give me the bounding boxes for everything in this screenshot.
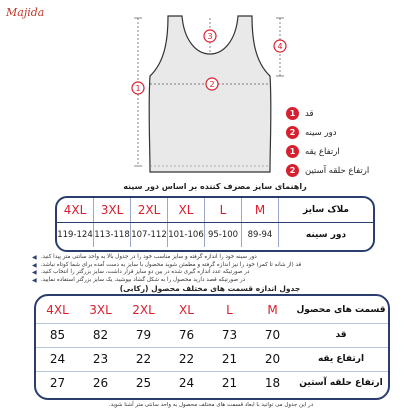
- value-cell: 24: [49, 352, 66, 366]
- row-label: قد: [335, 330, 347, 340]
- value-cell: 22: [178, 352, 195, 366]
- table-header-row: [36, 296, 388, 323]
- value-cell: 23: [92, 352, 109, 366]
- size-header: 3XL: [89, 302, 112, 317]
- legend-item: [286, 104, 416, 123]
- legend-label: ارتفاع حلقه آستین: [305, 165, 370, 176]
- row-label: ارتفاع یقه: [317, 354, 365, 364]
- svg-text:4: 4: [277, 42, 283, 51]
- size-header: 2XL: [132, 302, 155, 317]
- footnote: در این جدول می توانید با ابعاد قسمت های مختلف محصول به واحد سانتی متر آشنا شوید.: [108, 402, 314, 408]
- value-cell: 82: [92, 328, 109, 342]
- svg-text:1: 1: [135, 84, 141, 93]
- row-label: ملاک سایز: [303, 205, 349, 215]
- note-text: در صورتیکه عدد اندازه گیری شده در بین دو سایز قرار داشت، سایز بزرگتر را انتخاب کنید.: [40, 269, 250, 275]
- header-label: قسمت های محصول: [296, 304, 386, 315]
- value-cell: 79: [135, 328, 152, 342]
- legend-label: قد: [305, 108, 314, 119]
- chest-cell: 119-124: [57, 223, 94, 247]
- legend-item: [286, 161, 416, 180]
- value-cell: 85: [49, 328, 66, 342]
- note-item: [32, 254, 392, 262]
- value-cell: 24: [178, 376, 195, 390]
- value-cell: 21: [221, 376, 238, 390]
- chest-size-table: [55, 196, 375, 252]
- note-item: [32, 269, 392, 277]
- table-row: [36, 323, 388, 347]
- size-row: [57, 198, 373, 222]
- bullet-icon: ◀: [32, 261, 37, 269]
- legend-label: دور سینه: [305, 127, 337, 138]
- product-table-title: جدول اندازه قسمت های مختلف محصول (رکابی): [119, 284, 301, 293]
- chest-guide-title: راهنمای سایز مصرف کننده بر اساس دور سینه: [123, 182, 307, 191]
- marker-4: [274, 40, 286, 52]
- note-text: در صورتیکه قصد دارید محصول را به شکل گشاد بپوشید، یک سایز بزرگتر استفاده نمایید.: [40, 276, 246, 283]
- legend-item: [286, 142, 416, 161]
- marker-2: [206, 78, 218, 90]
- value-cell: 27: [49, 376, 66, 390]
- value-cell: 21: [221, 352, 238, 366]
- legend-number: 2: [286, 126, 299, 139]
- note-item: [32, 262, 392, 270]
- table-row: [36, 371, 388, 395]
- value-cell: 73: [221, 328, 238, 342]
- size-header: M: [267, 302, 278, 317]
- size-cell: L: [205, 198, 242, 222]
- bullet-icon: ◀: [32, 276, 37, 284]
- row-label: ارتفاع حلقه آستین: [299, 378, 383, 388]
- chest-cell: 107-112: [131, 223, 168, 247]
- svg-text:3: 3: [207, 32, 213, 41]
- value-cell: 70: [264, 328, 281, 342]
- marker-3: [204, 30, 216, 42]
- chest-cell: 89-94: [242, 223, 279, 247]
- size-cell: 4XL: [57, 198, 94, 222]
- note-item: [32, 277, 392, 285]
- value-cell: 25: [135, 376, 152, 390]
- bullet-icon: ◀: [32, 269, 37, 276]
- row-label: دور سینه: [305, 230, 347, 240]
- measurement-legend: [286, 104, 416, 180]
- marker-1: [132, 82, 144, 94]
- legend-number: 1: [286, 107, 299, 120]
- value-cell: 18: [264, 376, 281, 390]
- value-cell: 20: [264, 352, 281, 366]
- chest-row: [57, 223, 373, 247]
- size-header: L: [226, 302, 233, 317]
- note-text: قد (از شانه تا کمر) خود را نیز اندازه گرفته و مطمئن شوید محصول با سایز به دست آمده برای شما کوتاه نباشد.: [40, 261, 302, 268]
- legend-label: ارتفاع یقه: [305, 146, 340, 157]
- tank-top-diagram: [120, 6, 300, 176]
- value-cell: 22: [135, 352, 152, 366]
- size-header: 4XL: [46, 302, 69, 317]
- brand-logo: Majida: [6, 6, 45, 19]
- size-header: XL: [179, 302, 194, 317]
- legend-number: 2: [286, 164, 299, 177]
- size-cell: 2XL: [131, 198, 168, 222]
- value-cell: 26: [92, 376, 109, 390]
- product-size-table: [34, 294, 390, 400]
- size-cell: XL: [168, 198, 205, 222]
- value-cell: 76: [178, 328, 195, 342]
- size-cell: M: [242, 198, 279, 222]
- sizing-notes: [32, 254, 392, 284]
- svg-text:2: 2: [209, 80, 215, 89]
- bullet-icon: ◀: [32, 254, 37, 261]
- table-row: [36, 347, 388, 371]
- size-cell: 3XL: [94, 198, 131, 222]
- chest-cell: 101-106: [168, 223, 205, 247]
- note-text: دور سینه خود را اندازه گرفته و سایز مناسب خود را در جدول بالا به واحد سانتی متر پیدا کنید.: [40, 254, 257, 260]
- chest-cell: 95-100: [205, 223, 242, 247]
- legend-item: [286, 123, 416, 142]
- legend-number: 1: [286, 145, 299, 158]
- chest-cell: 113-118: [94, 223, 131, 247]
